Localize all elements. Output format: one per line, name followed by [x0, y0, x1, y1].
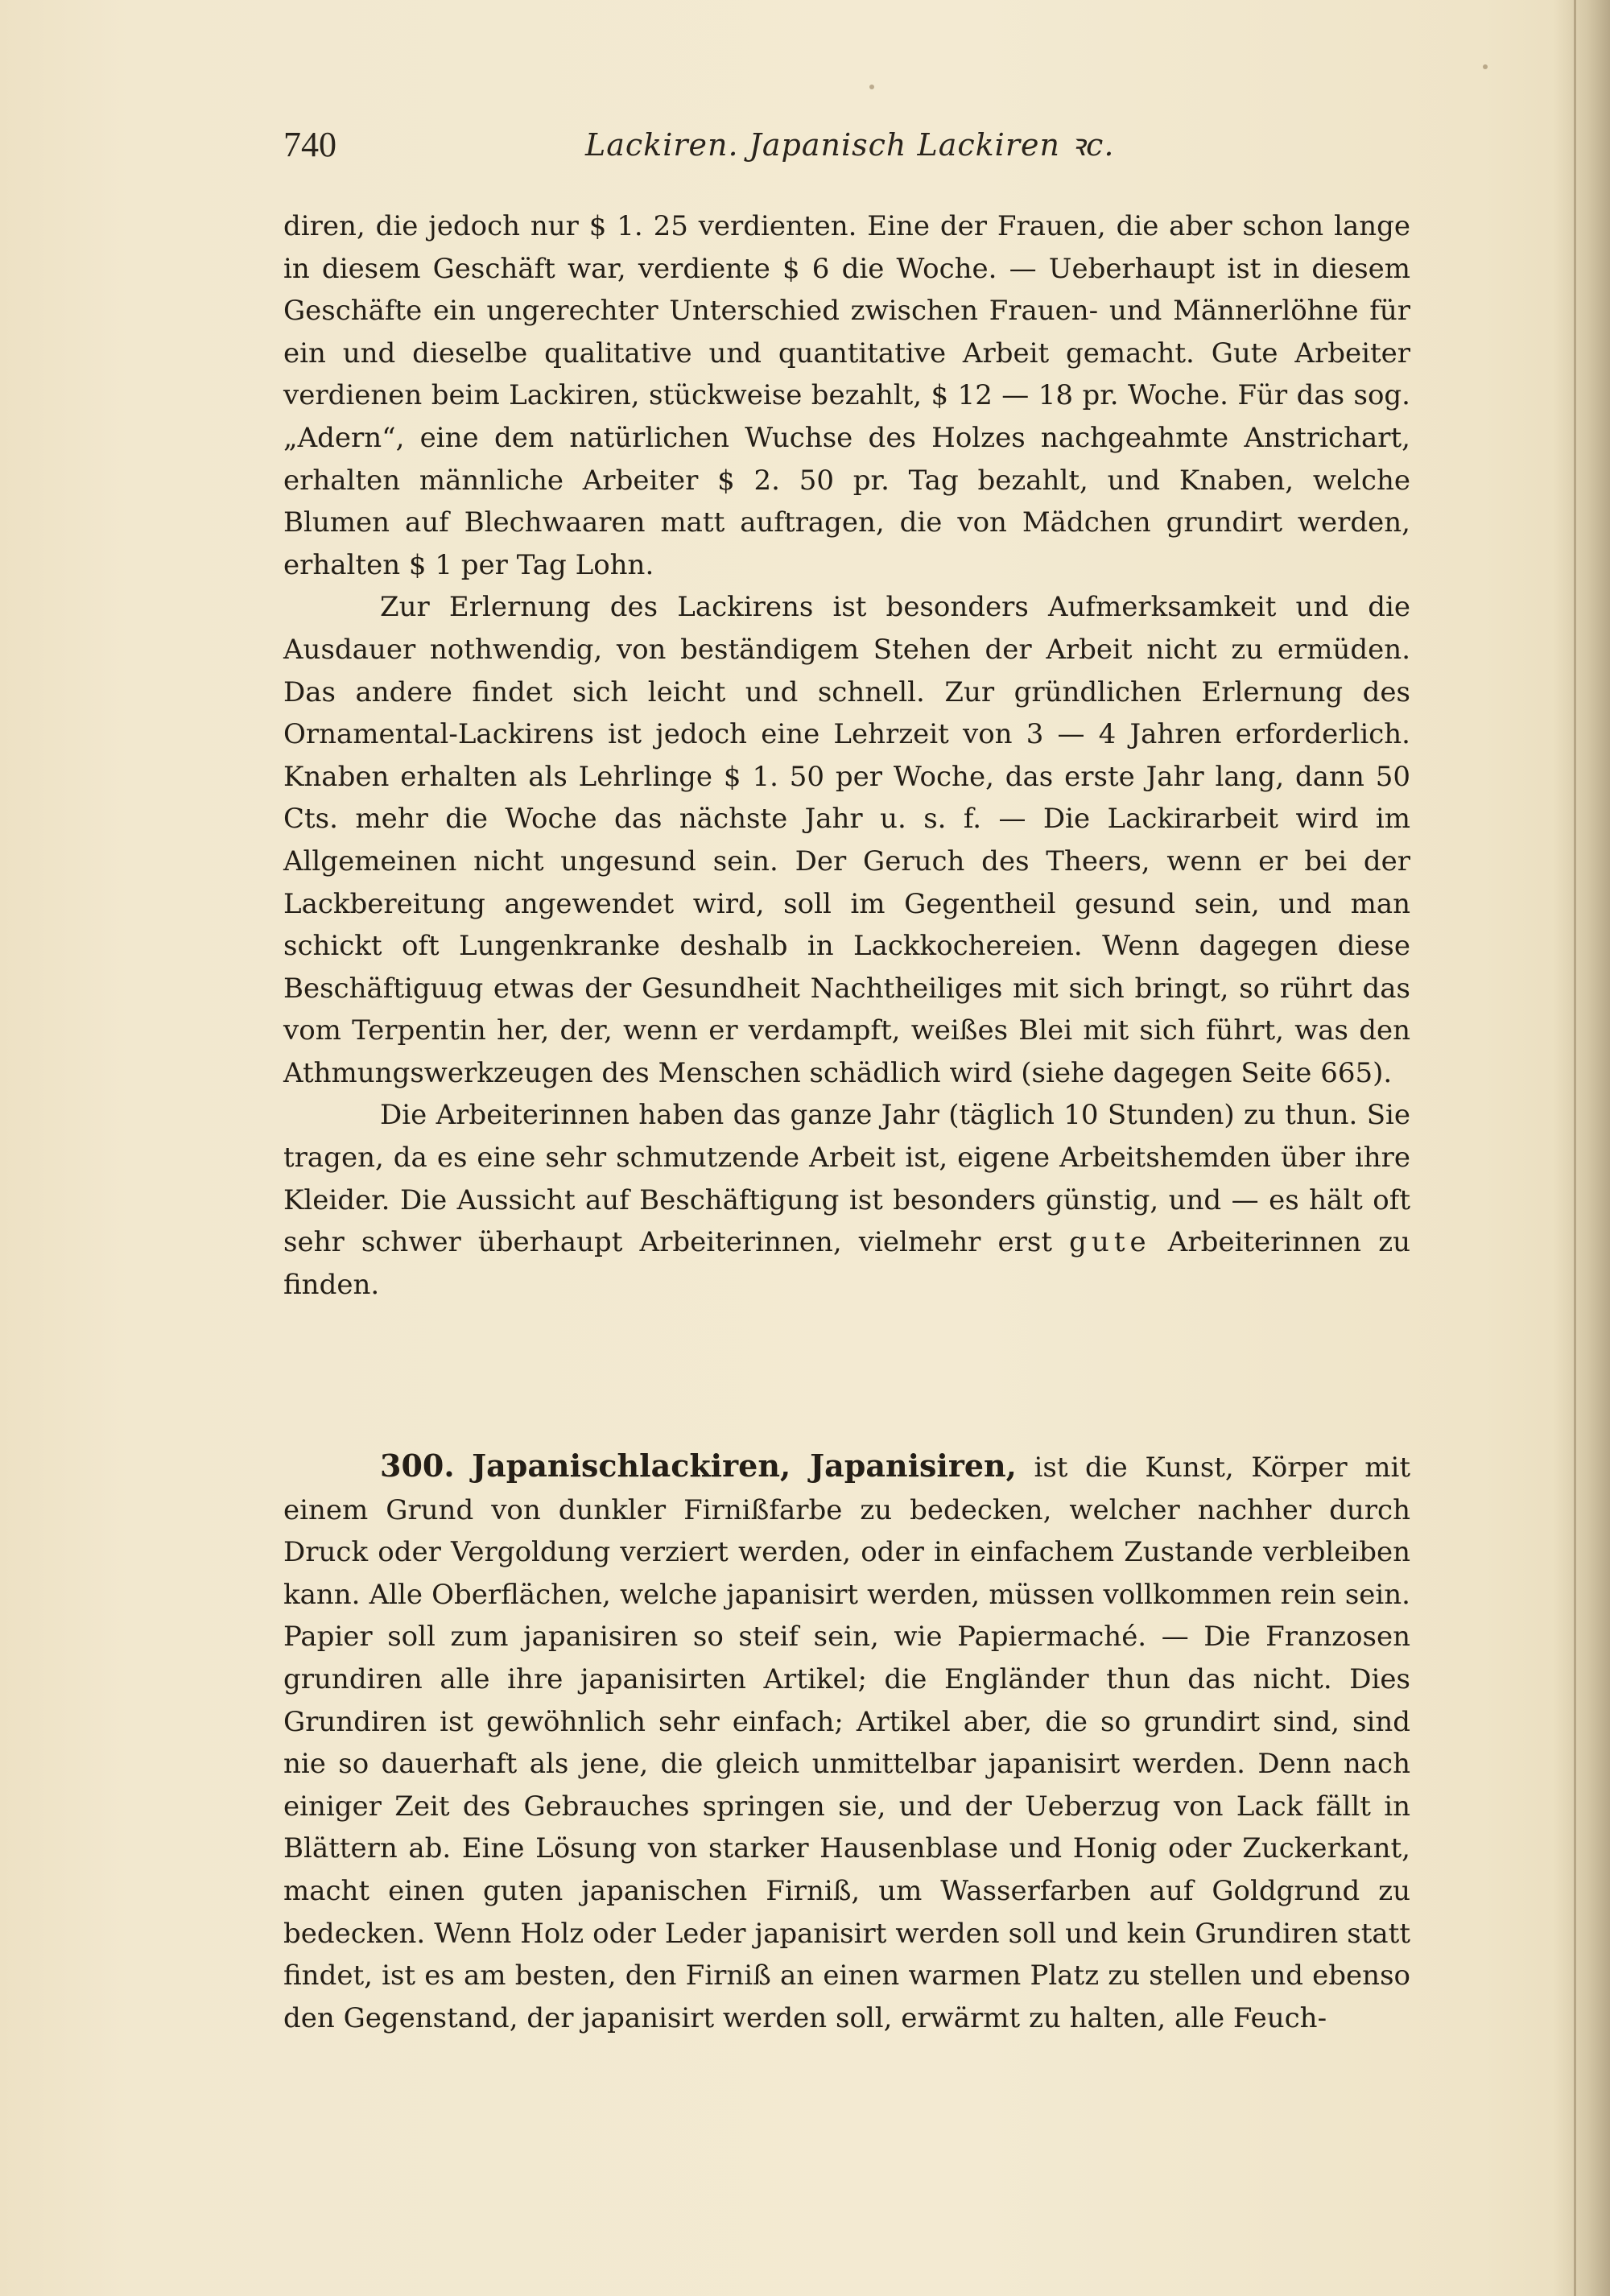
- body-text: [283, 205, 1410, 1306]
- paragraph: diren, die jedoch nur $ 1. 25 verdienten. Eine der Frauen, die aber schon lange in diesem Geschäft war, verdiente $ 6 die Woche. — Ueberhaupt ist in diesem Geschäfte ein ungerechter Unterschied zwischen Frauen- und Männerlöhne für ein und dieselbe qualitative und quantitative Arbeit gemacht. Gute Arbeiter verdienen beim Lackiren, stückweise bezahlt, $ 12 — 18 pr. Woche. Für das sog. „Adern“, eine dem natürlichen Wuchse des Holzes nachgeahmte Anstrichart, erhalten männliche Arbeiter $ 2. 50 pr. Tag bezahlt, und Knaben, welche Blumen auf Blechwaaren matt auftragen, die von Mädchen grundirt werden, erhalten $ 1 per Tag Lohn.: [283, 210, 1410, 581]
- paragraph: Zur Erlernung des Lackirens ist besonders Aufmerksamkeit und die Ausdauer nothwendig, von beständigem Stehen der Arbeit nicht zu ermüden. Das andere findet sich leicht und schnell. Zur gründlichen Erlernung des Ornamental-Lackirens ist jedoch eine Lehrzeit von 3 — 4 Jahren erforderlich. Knaben erhalten als Lehrlinge $ 1. 50 per Woche, das erste Jahr lang, dann 50 Cts. mehr die Woche das nächste Jahr u. s. f. — Die Lackirarbeit wird im Allgemeinen nicht ungesund sein. Der Geruch des Theers, wenn er bei der Lackbereitung angewendet wird, soll im Gegentheil gesund sein, und man schickt oft Lungenkranke deshalb in Lackkochereien. Wenn dagegen diese Beschäftiguug etwas der Gesundheit Nachtheiliges mit sich bringt, so rührt das vom Terpentin her, der, wenn er verdampft, weißes Blei mit sich führt, was den Athmungswerkzeugen des Menschen schädlich wird (siehe dagegen Seite 665).: [283, 591, 1410, 1089]
- section-paragraph: [283, 1445, 1410, 2039]
- ink-speck: [1483, 64, 1488, 69]
- section-number: 300.: [380, 1447, 455, 1484]
- section-300: [283, 1445, 1410, 2039]
- page-number: 740: [283, 125, 336, 164]
- ink-speck: [869, 85, 874, 89]
- section-text: ist die Kunst, Körper mit einem Grund von dunkler Firnißfarbe zu bedecken, welcher nachher durch Druck oder Vergoldung verziert werden, oder in einfachem Zustande verbleiben kann. Alle Oberflächen, welche japanisirt werden, müssen vollkommen rein sein. Papier soll zum japanisiren so steif sein, wie Papiermaché. — Die Franzosen grundiren alle ihre japanisirten Artikel; die Engländer thun das nicht. Dies Grundiren ist gewöhnlich sehr einfach; Artikel aber, die so grundirt sind, sind nie so dauerhaft als jene, die gleich unmittelbar japanisirt werden. Denn nach einiger Zeit des Gebrauches springen sie, und der Ueberzug von Lack fällt in Blättern ab. Eine Lösung von starker Hausenblase und Honig oder Zuckerkant, macht einen guten japanischen Firniß, um Wasserfarben auf Goldgrund zu bedecken. Wenn Holz oder Leder japanisirt werden soll und kein Grundiren statt findet, ist es am besten, den Firniß an einen warmen Platz zu stellen und ebenso den Gegenstand, der japanisirt werden soll, erwärmt zu halten, alle Feuch-: [283, 1452, 1410, 2034]
- emphasized-word: gute: [1069, 1226, 1151, 1259]
- page-edge-line: [1574, 0, 1576, 2296]
- paragraph: [283, 1094, 1410, 1306]
- page-header: [283, 121, 1410, 169]
- paragraph-text: Arbeiterinnen zu finden.: [283, 1226, 1411, 1301]
- running-head: Lackiren. Japanisch Lackiren ꝛc.: [585, 127, 1115, 163]
- page-edge-shadow: [1554, 0, 1610, 2296]
- section-heading: Japanischlackiren, Japanisiren,: [472, 1447, 1017, 1484]
- paragraph-text: Die Arbeiterinnen haben das ganze Jahr (täglich 10 Stunden) zu thun. Sie tragen, da es eine sehr schmutzende Arbeit ist, eigene Arbeitshemden über ihre Kleider. Die Aussicht auf Beschäftigung ist besonders günstig, und — es hält oft sehr schwer überhaupt Arbeiterinnen, vielmehr erst: [283, 1099, 1410, 1259]
